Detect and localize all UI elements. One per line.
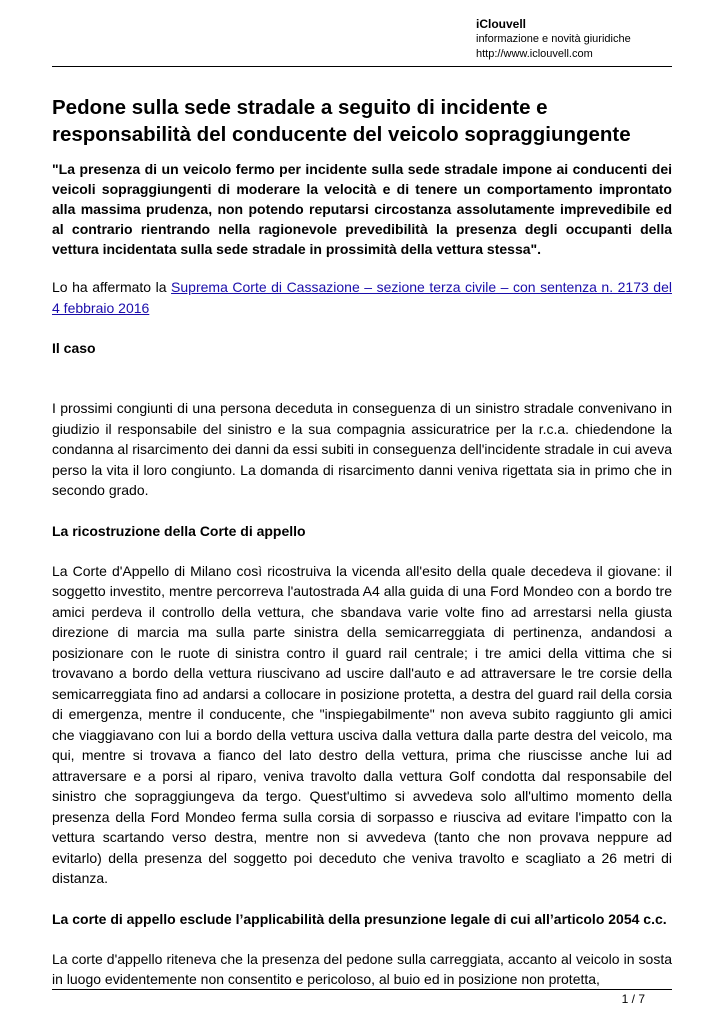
- article-lead-quote: "La presenza di un veicolo fermo per incidente sulla sede stradale impone ai conducenti dei veicoli sopraggiungenti di moderare la velocità e di tenere un comportamento improntato alla massima prudenza, non potendo reputarsi circostanza assolutamente imprevedibile ed al contrario rientrando nella ragionevole prevedibilità la presenza degli occupanti della vettura incidentata sulla sede stradale in prossimità della vettura stessa".: [52, 161, 672, 257]
- site-brand: iClouvell: [476, 17, 527, 31]
- site-tagline: informazione e novità giuridiche: [476, 33, 631, 45]
- article-body: [52, 94, 672, 990]
- header-divider: [52, 66, 672, 67]
- footer-divider: [52, 989, 672, 990]
- site-header: [476, 16, 716, 62]
- section-paragraph-il-caso: I prossimi congiunti di una persona deceduta in conseguenza di un sinistro stradale convenivano in giudizio il responsabile del sinistro e la sua compagnia assicuratrice per la r.c.a. chiedendone la condanna al risarcimento dei danni da essi subiti in conseguenza dell'incidente stradale in cui aveva perso la vita il loro congiunto. La domanda di risarcimento danni veniva rigettata sia in primo che in secondo grado.: [52, 400, 672, 498]
- reference-paragraph: [52, 277, 672, 318]
- section-heading-presunzione: La corte di appello esclude l’applicabilità della presunzione legale di cui all’articolo 2054 c.c.: [52, 910, 667, 927]
- reference-prefix: Lo ha affermato la: [52, 279, 172, 295]
- site-url: http://www.iclouvell.com: [476, 48, 593, 60]
- section-heading-ricostruzione: La ricostruzione della Corte di appello: [52, 522, 306, 539]
- page-number: 1 / 7: [621, 992, 645, 1006]
- section-heading-il-caso: Il caso: [52, 340, 96, 356]
- sentenza-link[interactable]: Suprema Corte di Cassazione – sezione terza civile – con sentenza n. 2173 del 4 febbraio 2016: [52, 279, 672, 316]
- article-title: Pedone sulla sede stradale a seguito di incidente e responsabilità del conducente del veicolo sopraggiungente: [52, 96, 631, 146]
- section-paragraph-presunzione: La corte d'appello riteneva che la presenza del pedone sulla carreggiata, accanto al veicolo in sosta in luogo evidentemente non consentito e pericoloso, al buio ed in posizione non protetta,: [52, 950, 672, 987]
- section-paragraph-ricostruzione: La Corte d'Appello di Milano così ricostruiva la vicenda all'esito della quale decedeva il giovane: il soggetto investito, mentre percorreva l'autostrada A4 alla guida di una Ford Mondeo con a bordo tre amici perdeva il controllo della vettura, che sbandava varie volte fino ad arrestarsi nella giusta direzione di marcia ma sulla parte sinistra della semicarreggiata di pertinenza, andandosi a posizionare con le ruote di sinistra contro il guard rail centrale; i tre amici della vittima che si trovavano a bordo della vettura riuscivano ad uscire dall'auto e ad attraversare le tre corsie della semicarreggiata fino ad andarsi a collocare in posizione protetta, a destra del guard rail della corsia di emergenza, mentre il conducente, che "inspiegabilmente" non aveva subito raggiunto gli amici che viaggiavano con lui a bordo della vettura usciva dalla vettura dalla parte destra del veicolo, ma qui, mentre si trovava a fianco del lato destro della vettura, prima che riuscisse anche lui ad attraversare e a porsi al riparo, veniva travolto dalla vettura Golf condotta dal responsabile del sinistro che sopraggiungeva da tergo. Quest'ultimo si avvedeva solo all'ultimo momento della presenza della Ford Mondeo ferma sulla corsia di sorpasso e riusciva ad evitare l'impatto con la vettura scartando verso destra, mentre non si avvedeva (tanto che non provava neppure ad evitarlo) della presenza del soggetto poi deceduto che veniva travolto e scagliato a 26 metri di distanza.: [52, 562, 672, 886]
